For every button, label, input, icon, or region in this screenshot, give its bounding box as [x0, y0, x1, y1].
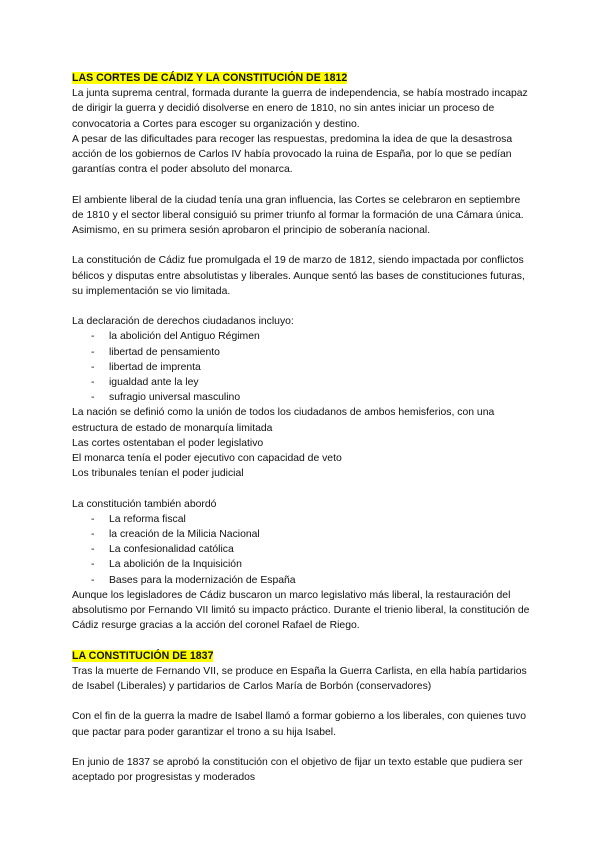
document-body: [72, 71, 534, 785]
list-item: - la creación de la Milicia Nacional: [72, 527, 534, 542]
spacer: [72, 694, 534, 709]
list-item: - igualdad ante la ley: [72, 375, 534, 390]
spacer: [72, 740, 534, 755]
list-item: - La confesionalidad católica: [72, 542, 534, 557]
section-2-paragraph-3: En junio de 1837 se aprobó la constitución con el objetivo de fijar un texto estable que pudiera ser aceptado por progresistas y moderados: [72, 757, 523, 784]
also-list: [72, 512, 534, 588]
rights-list: [72, 329, 534, 405]
list-item: - La reforma fiscal: [72, 512, 534, 527]
list-item: - Bases para la modernización de España: [72, 573, 534, 588]
section-1-paragraph-2: A pesar de las dificultades para recoger las respuestas, predomina la idea de que la desastrosa acción de los gobiernos de Carlos IV había provocado la ruina de España, por lo que se pedían garantías contra el poder absoluto del monarca.: [72, 133, 513, 176]
section-1-paragraph-7: El monarca tenía el poder ejecutivo con capacidad de veto: [72, 453, 342, 465]
spacer: [72, 238, 534, 253]
spacer: [72, 633, 534, 648]
list-item: - La abolición de la Inquisición: [72, 557, 534, 572]
list-item: - la abolición del Antiguo Régimen: [72, 329, 534, 344]
section-1-paragraph-4: La constitución de Cádiz fue promulgada el 19 de marzo de 1812, siendo impactada por conflictos bélicos y disputas entre absolutistas y liberales. Aunque sentó las bases de constituciones futuras, su implementación se vio limitada.: [72, 255, 525, 297]
section-2-heading: [72, 649, 534, 664]
section-1-paragraph-1: La junta suprema central, formada durante la guerra de independencia, se había mostrado incapaz de dirigir la guerra y decidió disolverse en enero de 1810, no sin antes iniciar un proceso de convocatoria a Cortes para escoger su organización y destino.: [72, 88, 528, 130]
list-item: - libertad de pensamiento: [72, 345, 534, 360]
section-1-title: LAS CORTES DE CÁDIZ Y LA CONSTITUCIÓN DE 1812: [72, 72, 348, 84]
section-1-paragraph-5: La nación se definió como la unión de todos los ciudadanos de ambos hemisferios, con una estructura de estado de monarquía limitada: [72, 407, 495, 434]
section-1-paragraph-8: Los tribunales tenían el poder judicial: [72, 468, 244, 480]
section-2-title: LA CONSTITUCIÓN DE 1837: [72, 649, 214, 662]
list-item: - sufragio universal masculino: [72, 390, 534, 405]
rights-intro: La declaración de derechos ciudadanos incluyo:: [72, 316, 294, 328]
section-1-heading: [72, 71, 534, 86]
section-2-paragraph-1: Tras la muerte de Fernando VII, se produce en España la Guerra Carlista, en ella había partidarios de Isabel (Liberales) y partidarios de Carlos María de Borbón (conservadores): [72, 665, 527, 693]
section-1-paragraph-9: Aunque los legisladores de Cádiz buscaron un marco legislativo más liberal, la restauración del absolutismo por Fernando VII limitó su impacto práctico. Durante el trienio liberal, la constitución de Cádiz resurge gracias a la acción del coronel Rafael de Riego.: [72, 589, 530, 632]
section-1-paragraph-6: Las cortes ostentaban el poder legislativo: [72, 437, 264, 449]
section-2-paragraph-2: Con el fin de la guerra la madre de Isabel llamó a formar gobierno a los liberales, con quienes tuvo que pactar para poder garantizar el trono a su hija Isabel.: [72, 711, 526, 738]
spacer: [72, 177, 534, 192]
spacer: [72, 299, 534, 314]
spacer: [72, 481, 534, 496]
section-1-paragraph-3: El ambiente liberal de la ciudad tenía una gran influencia, las Cortes se celebraron en septiembre de 1810 y el sector liberal consiguió su primer triunfo al formar la formación de una Cámara única. Asimismo, en su primera sesión aprobaron el principio de soberanía nacional.: [72, 194, 524, 237]
also-intro: La constitución también abordó: [72, 498, 217, 510]
list-item: - libertad de imprenta: [72, 360, 534, 375]
